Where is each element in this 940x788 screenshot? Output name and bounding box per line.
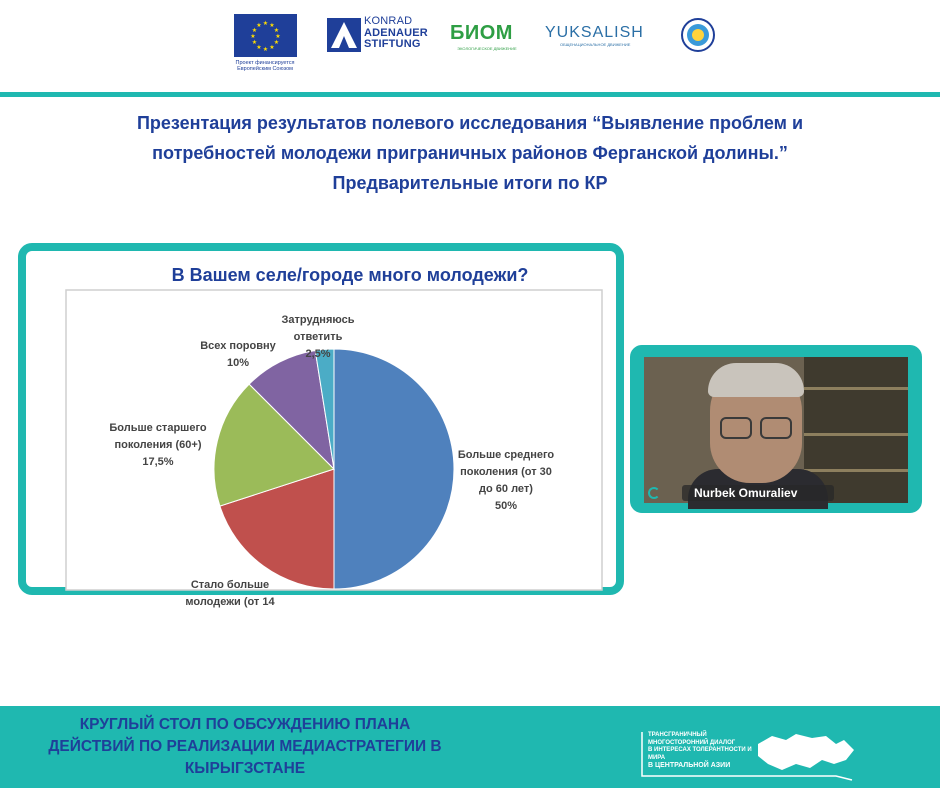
svg-text:★: ★ (269, 44, 275, 51)
biom-subtitle: ЭКОЛОГИЧЕСКОЕ ДВИЖЕНИЕ (457, 46, 517, 51)
svg-text:★: ★ (256, 22, 262, 29)
video-tile (630, 345, 922, 513)
svg-text:★: ★ (273, 27, 280, 34)
svg-text:★: ★ (251, 39, 258, 46)
kas-line-1: KONRAD (364, 15, 413, 27)
yuksalish-subtitle: ОБЩЕНАЦИОНАЛЬНОЕ ДВИЖЕНИЕ (560, 42, 631, 47)
title-line-3: Предварительные итоги по КР (332, 173, 608, 193)
slice-category-label: поколения (60+) (114, 439, 202, 451)
footer-logo-text (648, 732, 768, 770)
shelf-board (804, 387, 908, 390)
footer-logo-line-4: В ЦЕНТРАЛЬНОЙ АЗИИ (648, 762, 731, 769)
footer-line-1: КРУГЛЫЙ СТОЛ ПО ОБСУЖДЕНИЮ ПЛАНА (79, 716, 411, 733)
svg-text:★: ★ (273, 39, 280, 46)
yuksalish-logo: YUKSALISH (545, 24, 644, 41)
slice-value-label: 17,5% (142, 456, 174, 468)
connection-icon (648, 487, 660, 499)
biom-logo: БИОМ (450, 22, 513, 44)
eu-caption: Проект финансируется Европейским Союзом (235, 60, 295, 72)
slice-category-label: молодежи (от 14 (185, 596, 275, 608)
footer-title (0, 714, 490, 780)
slice-value-label: 2,5% (305, 348, 331, 360)
header-divider (0, 92, 940, 97)
kas-logo-text (364, 16, 428, 51)
kas-logo-mark (327, 18, 361, 52)
svg-text:★: ★ (269, 22, 275, 29)
slice-category-label: до 60 лет) (479, 483, 533, 495)
slice-category-label: Стало больше (190, 579, 270, 591)
slice-category-label: Всех поровну (200, 340, 276, 352)
shared-chart-panel (18, 243, 624, 608)
kas-line-2: ADENAUER (364, 26, 428, 39)
footer-banner (0, 706, 940, 788)
slice-category-label: поколения (от 30 (460, 466, 552, 478)
footer-line-2: ДЕЙСТВИЙ ПО РЕАЛИЗАЦИИ МЕДИАСТРАТЕГИИ В (48, 738, 442, 755)
slice-category-label: Больше старшего (109, 422, 207, 434)
svg-text:★: ★ (262, 20, 269, 27)
page-title (20, 108, 920, 198)
partner-logos (0, 0, 940, 92)
shelf-board (804, 469, 908, 472)
person-glasses (720, 417, 794, 439)
shelf-board (804, 433, 908, 436)
chart-title: В Вашем селе/городе много молодежи? (171, 265, 529, 285)
participant-video (644, 357, 908, 503)
eu-flag-logo (234, 14, 297, 57)
pie-chart (26, 251, 616, 608)
footer-logo-line-3: В ИНТЕРЕСАХ ТОЛЕРАНТНОСТИ И МИРА (648, 747, 752, 761)
svg-text:★: ★ (275, 33, 281, 40)
slice-category-label: Больше среднего (457, 449, 555, 461)
emblem-icon (681, 18, 715, 52)
person-hair (708, 363, 804, 397)
footer-line-3: КЫРЫГЗСТАНЕ (184, 760, 306, 777)
svg-text:★: ★ (250, 33, 256, 40)
participant-name-tag: Nurbek Omuraliev (682, 485, 834, 501)
title-line-1: Презентация результатов полевого исследования “Выявление проблем и (136, 113, 804, 133)
svg-text:★: ★ (251, 27, 258, 34)
svg-text:★: ★ (262, 46, 269, 53)
footer-logo-line-1: ТРАНСГРАНИЧНЫЙ (648, 732, 707, 738)
footer-logo-line-2: МНОГОСТОРОННИЙ ДИАЛОГ (648, 739, 736, 746)
kas-line-3: STIFTUNG (364, 38, 421, 50)
slice-value-label: 50% (494, 500, 518, 512)
slice-category-label: Затрудняюсь (281, 314, 355, 326)
slice-value-label: 10% (226, 357, 250, 369)
title-line-2: потребностей молодежи приграничных районов Ферганской долины.” (152, 143, 788, 163)
slice-category-label: ответить (293, 331, 343, 343)
svg-text:★: ★ (256, 44, 262, 51)
